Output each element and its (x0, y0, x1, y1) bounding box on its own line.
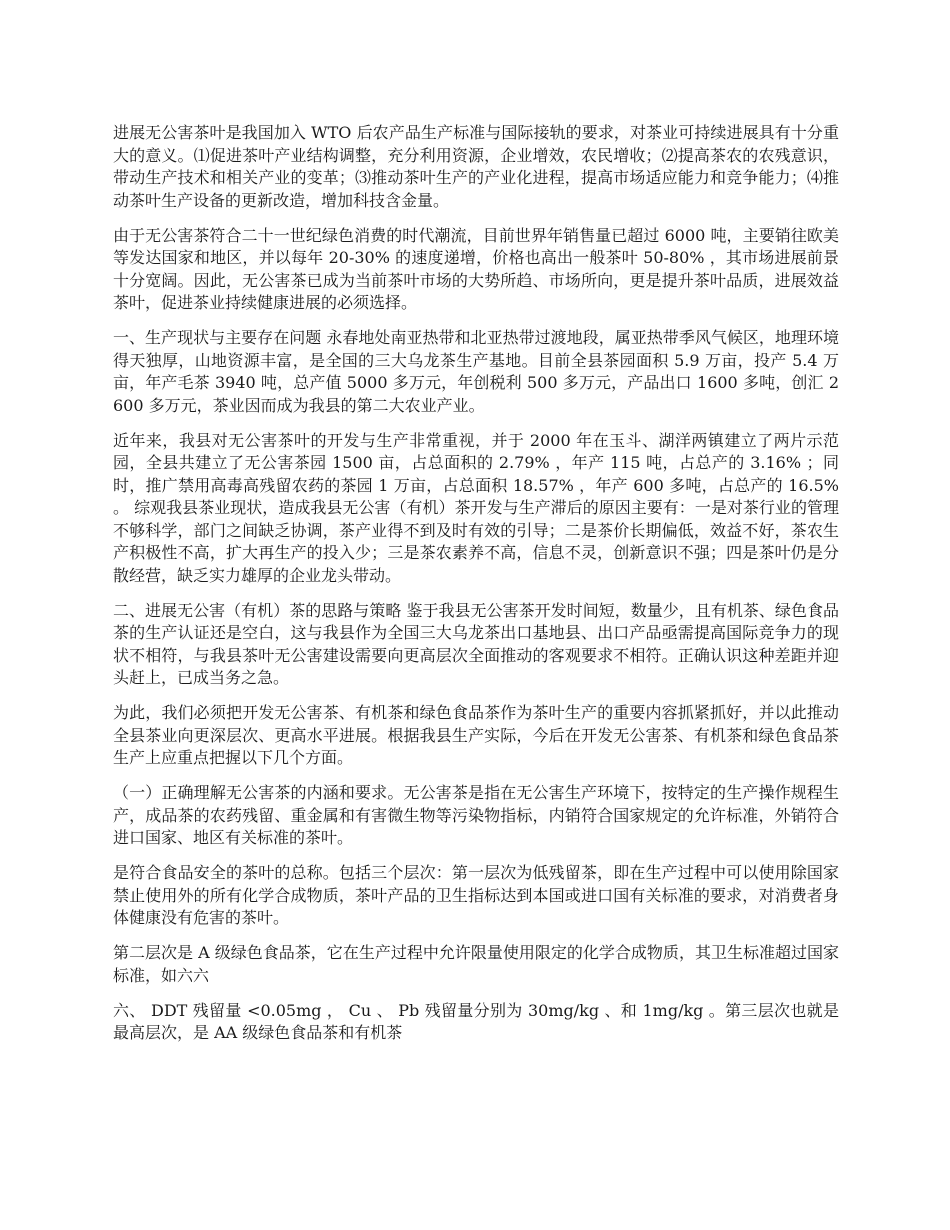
paragraph-4: 近年来，我县对无公害茶叶的开发与生产非常重视，并于 2000 年在玉斗、湖洋两镇建立了两片示范园，全县共建立了无公害茶园 1500 亩，占总面积的 2.79% ，年产 115 吨，占总产的 3.16% ；同时，推广禁用高毒高残留农药的茶园 1 万亩，占总面积 18.57% ，年产 600 多吨，占总产的 16.5% 。 综观我县茶业现状，造成我县无公害（有机）茶开发与生产滞后的原因主要有：一是对茶行业的管理不够科学，部门之间缺乏协调，茶产业得不到及时有效的引导；二是茶价长期偏低，效益不好，茶农生产积极性不高，扩大再生产的投入少；三是茶农素养不高，信息不灵，创新意识不强；四是茶叶仍是分散经营，缺乏实力雄厚的企业龙头带动。 (113, 430, 839, 585)
paragraph-5: 二、进展无公害（有机）茶的思路与策略 鉴于我县无公害茶开发时间短，数量少，且有机茶、绿色食品茶的生产认证还是空白，这与我县作为全国三大乌龙茶出口基地县、出口产品亟需提高国际竞争力的现状不相符，与我县茶叶无公害建设需要向更高层次全面推动的客观要求不相符。正确认识这种差距并迎头赶上，已成当务之急。 (113, 600, 839, 687)
paragraph-10: 六、 DDT 残留量 <0.05mg ， Cu 、 Pb 残留量分别为 30mg/kg 、和 1mg/kg 。第三层次也就是最高层次，是 AA 级绿色食品茶和有机茶 (113, 1000, 839, 1042)
paragraph-3: 一、生产现状与主要存在问题 永春地处南亚热带和北亚热带过渡地段，属亚热带季风气候区，地理环境得天独厚，山地资源丰富，是全国的三大乌龙茶生产基地。目前全县茶园面积 5.9 万亩，投产 5.4 万亩，年产毛茶 3940 吨，总产值 5000 多万元，年创税利 500 多万元，产品出口 1600 多吨，创汇 2600 多万元，茶业因而成为我县的第二大农业产业。 (113, 328, 839, 415)
paragraph-6: 为此，我们必须把开发无公害茶、有机茶和绿色食品茶作为茶叶生产的重要内容抓紧抓好，并以此推动全县茶业向更深层次、更高水平进展。根据我县生产实际，今后在开发无公害茶、有机茶和绿色食品茶生产上应重点把握以下几个方面。 (113, 703, 839, 767)
paragraph-7: （一）正确理解无公害茶的内涵和要求。无公害茶是指在无公害生产环境下，按特定的生产操作规程生产，成品茶的农药残留、重金属和有害微生物等污染物指标，内销符合国家规定的允许标准，外销符合进口国家、地区有关标准的茶叶。 (113, 783, 839, 847)
paragraph-1: 进展无公害茶叶是我国加入 WTO 后农产品生产标准与国际接轨的要求，对茶业可持续进展具有十分重大的意义。⑴促进茶叶产业结构调整，充分利用资源，企业增效，农民增收；⑵提高茶农的农残意识，带动生产技术和相关产业的变革；⑶推动茶叶生产的产业化进程，提高市场适应能力和竞争能力；⑷推动茶叶生产设备的更新改造，增加科技含金量。 (113, 123, 839, 210)
paragraph-2: 由于无公害茶符合二十一世纪绿色消费的时代潮流，目前世界年销售量已超过 6000 吨，主要销往欧美等发达国家和地区，并以每年 20-30% 的速度递增，价格也高出一般茶叶 50-80% ，其市场进展前景十分宽阔。因此，无公害茶已成为当前茶叶市场的大势所趋、市场所向，更是提升茶叶品质，进展效益茶叶，促进茶业持续健康进展的必须选择。 (113, 225, 839, 312)
paragraph-8: 是符合食品安全的茶叶的总称。包括三个层次：第一层次为低残留茶，即在生产过程中可以使用除国家禁止使用外的所有化学合成物质，茶叶产品的卫生指标达到本国或进口国有关标准的要求，对消费者身体健康没有危害的茶叶。 (113, 863, 839, 927)
paragraph-9: 第二层次是 A 级绿色食品茶，它在生产过程中允许限量使用限定的化学合成物质，其卫生标准超过国家标准，如六六 (113, 943, 839, 985)
document-body (113, 122, 839, 1057)
